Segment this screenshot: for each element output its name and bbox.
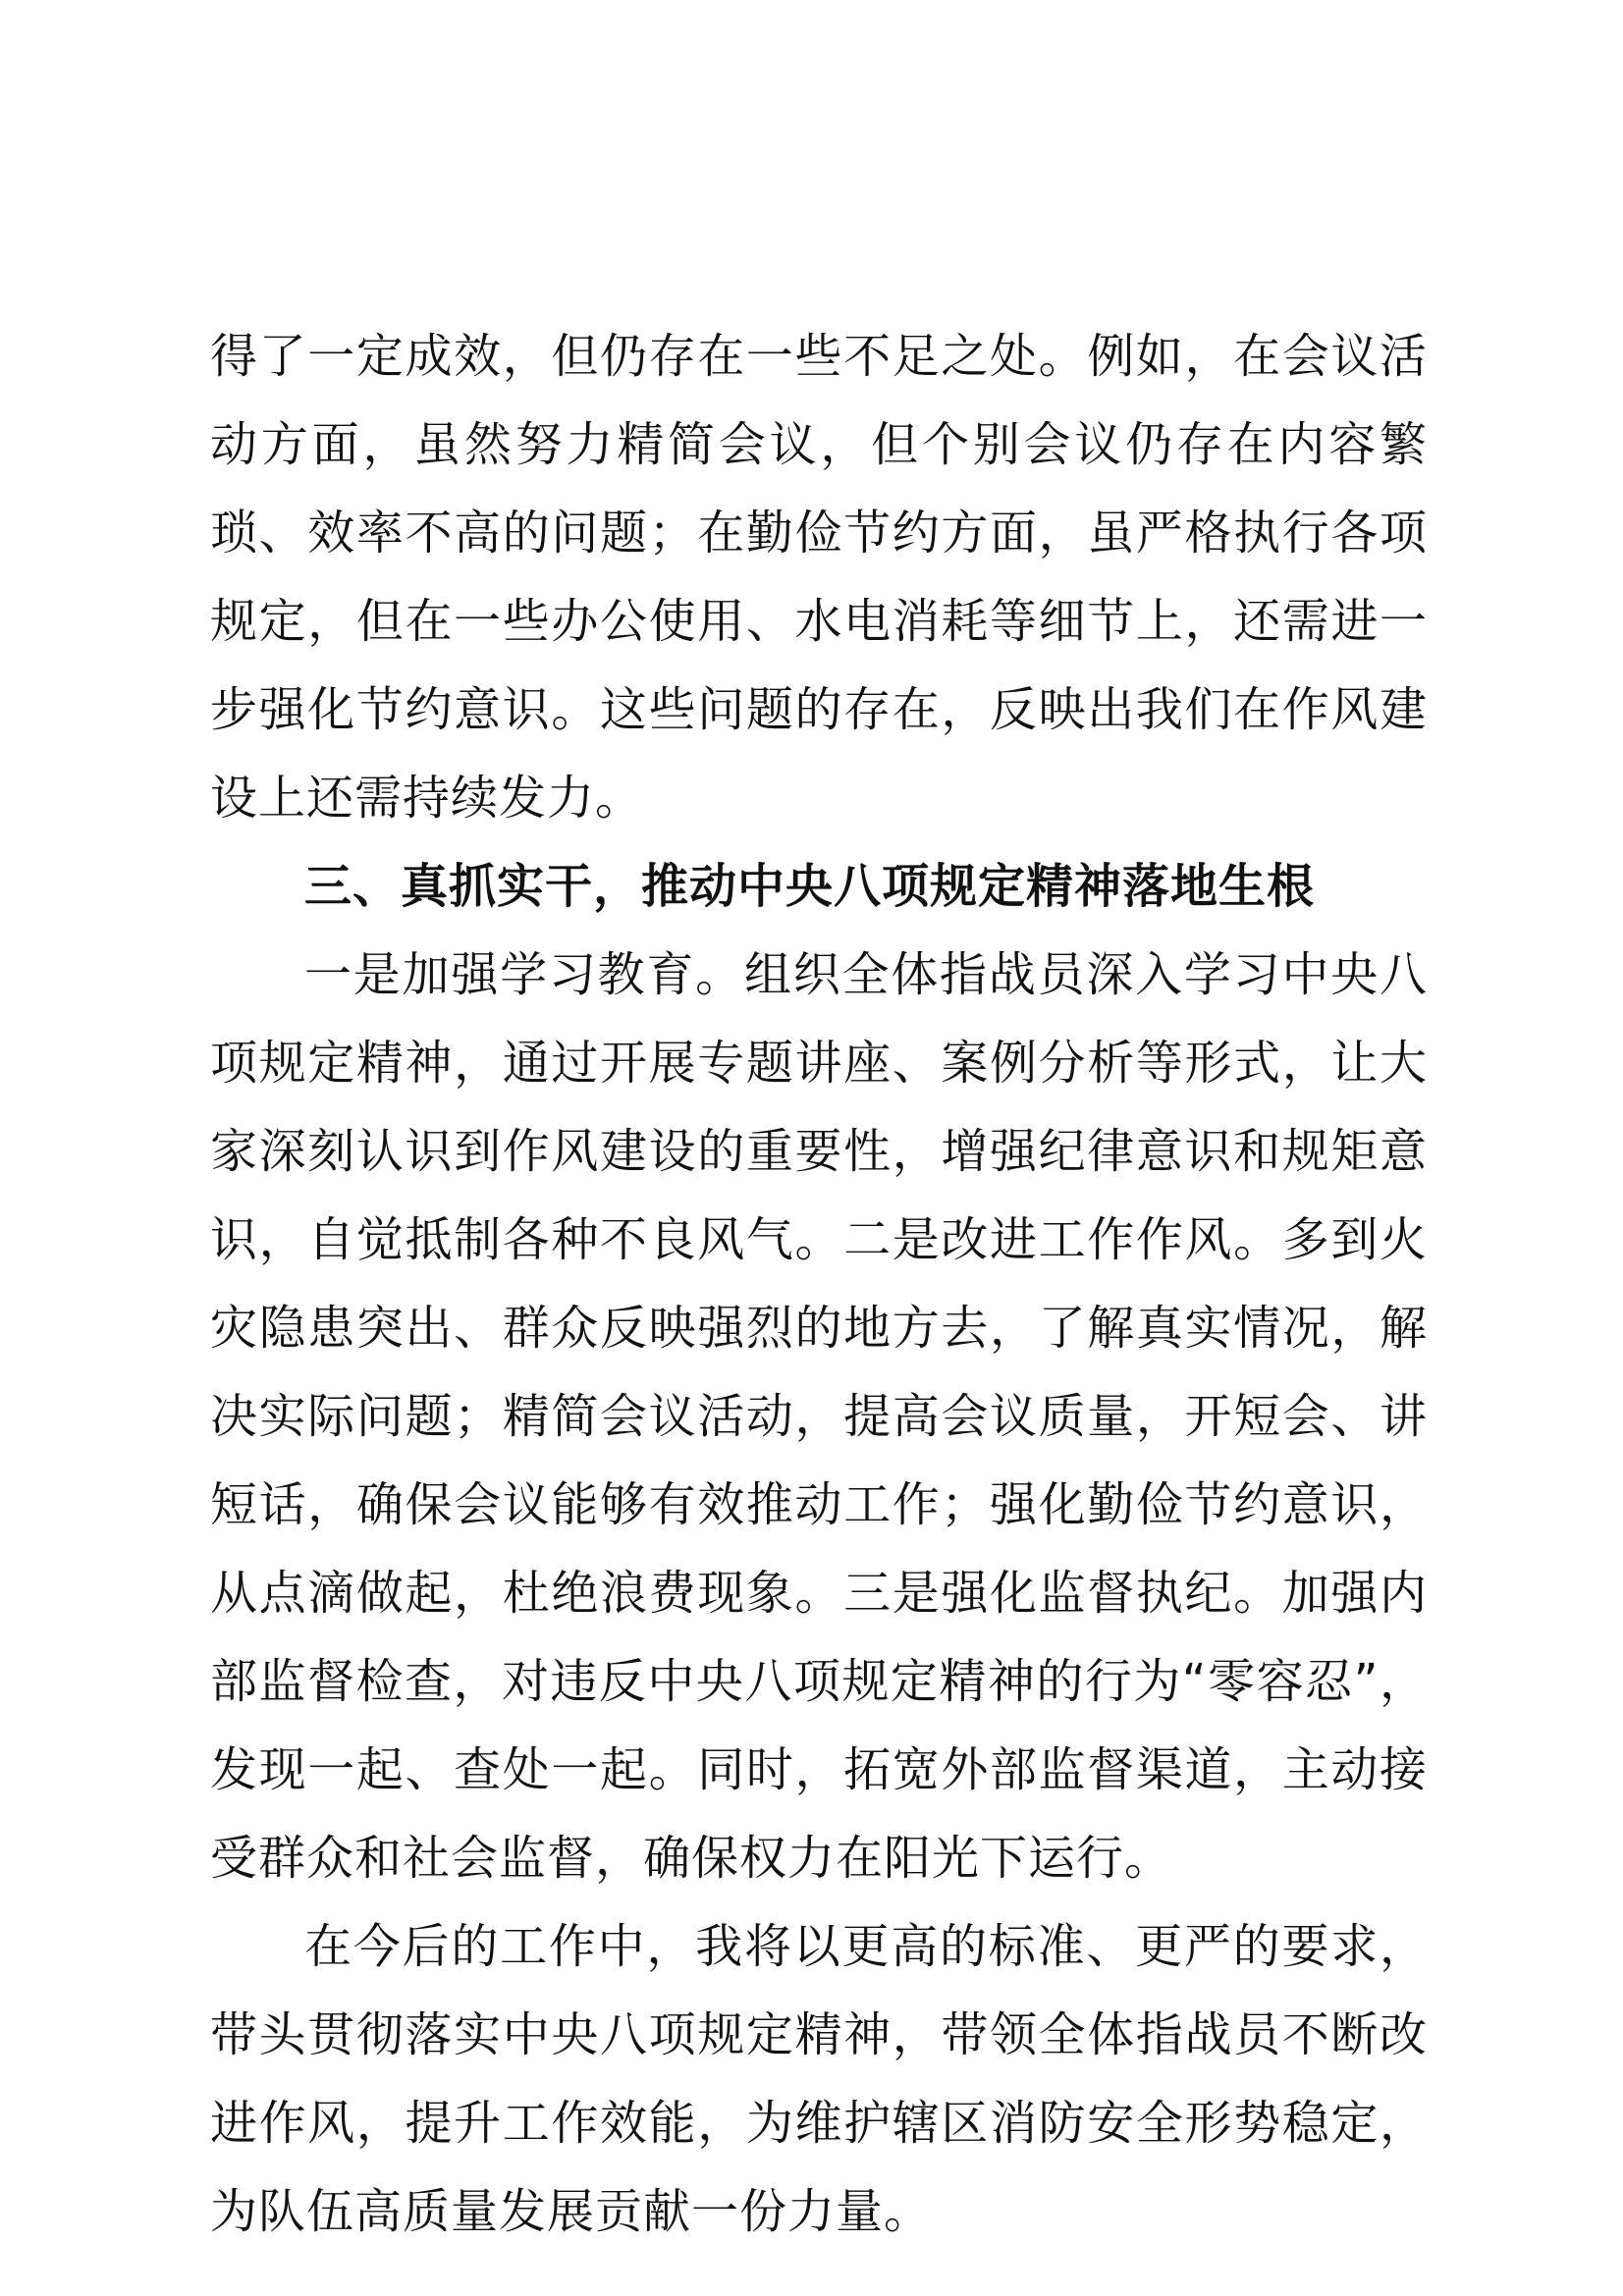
paragraph-measures: 一是加强学习教育。组织全体指战员深入学习中央八项规定精神，通过开展专题讲座、案例分析等形式，让大家深刻认识到作风建设的重要性，增强纪律意识和规矩意识，自觉抵制各种不良风气。二是改进工作作风。多到火灾隐患突出、群众反映强烈的地方去，了解真实情况，解决实际问题；精简会议活动，提高会议质量，开短会、讲短话，确保会议能够有效推动工作；强化勤俭节约意识，从点滴做起，杜绝浪费现象。三是强化监督执纪。加强内部监督检查，对违反中央八项规定精神的行为“零容忍”，发现一起、查处一起。同时，拓宽外部监督渠道，主动接受群众和社会监督，确保权力在阳光下运行。 bbox=[210, 947, 1428, 1886]
document-body bbox=[210, 312, 1428, 2256]
paragraph-continuation: 得了一定成效，但仍存在一些不足之处。例如，在会议活动方面，虽然努力精简会议，但个别会议仍存在内容繁琐、效率不高的问题；在勤俭节约方面，虽严格执行各项规定，但在一些办公使用、水电消耗等细节上，还需进一步强化节约意识。这些问题的存在，反映出我们在作风建设上还需持续发力。 bbox=[210, 329, 1428, 826]
paragraph-conclusion: 在今后的工作中，我将以更高的标准、更严的要求，带头贯彻落实中央八项规定精神，带领全体指战员不断改进作风，提升工作效能，为维护辖区消防安全形势稳定，为队伍高质量发展贡献一份力量。 bbox=[210, 1919, 1428, 2239]
section-heading: 三、真抓实干，推动中央八项规定精神落地生根 bbox=[304, 859, 1316, 914]
